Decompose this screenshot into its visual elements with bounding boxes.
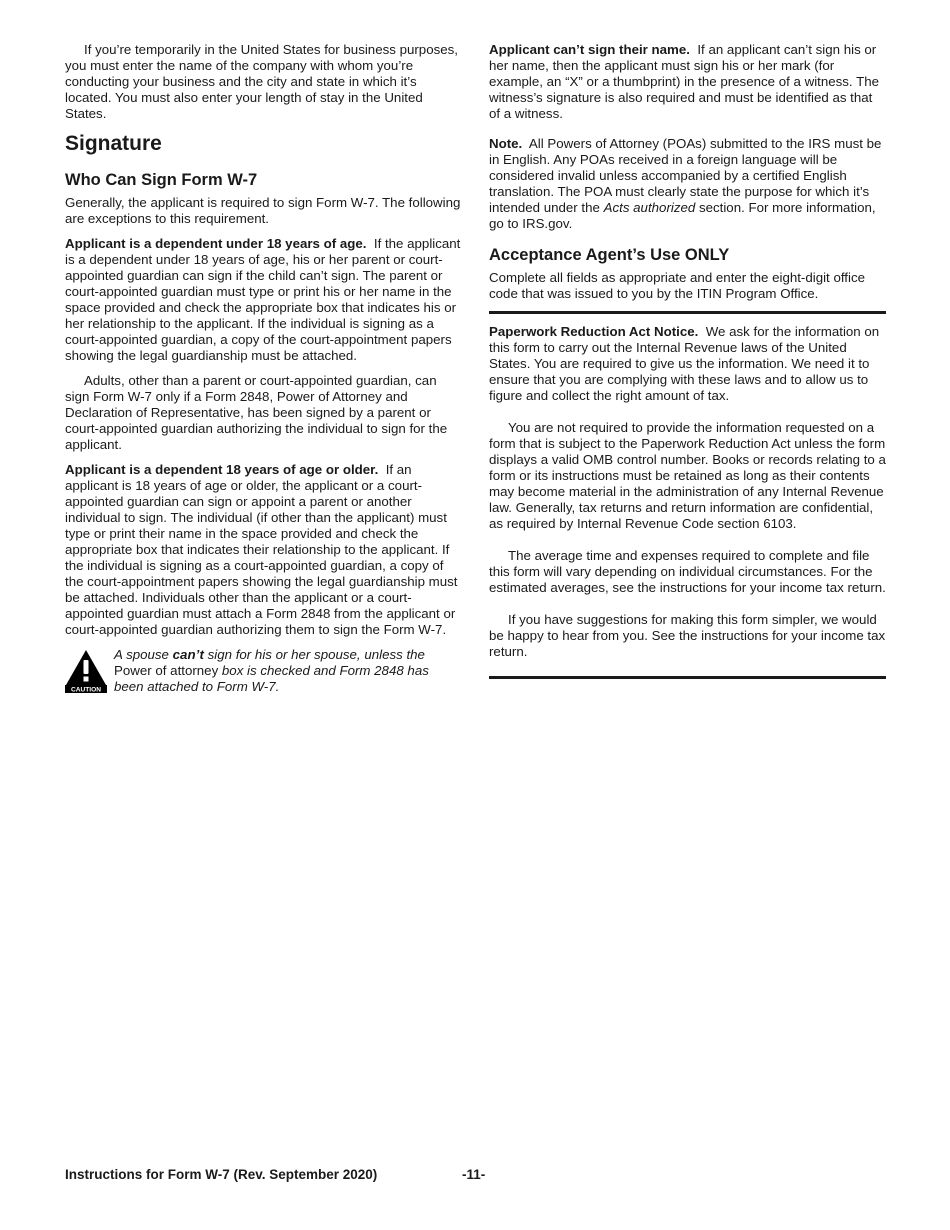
note-body-a: All Powers of Attorney (POAs) submitted to the IRS must be in English. Any POAs received in a foreign language will be considered invalid unless accompanied by a certified English translation. The POA must clearly state the purpose for which it’s intended under the (489, 136, 882, 215)
acceptance-agent-heading: Acceptance Agent’s Use ONLY (489, 246, 730, 264)
dependent-under-18-heading: Applicant is a dependent under 18 years of age. (65, 236, 367, 251)
caution-text (114, 647, 462, 695)
caution-text-c: box is checked and Form 2848 has been attached to Form W-7. (114, 663, 429, 694)
cant-sign-body: If an applicant can’t sign his or her name, then the applicant must sign his or her mark (for example, an “X” or a thumbprint) in the presence of a witness. The witness’s signature is also required and must be identified as that of a witness. (489, 42, 879, 121)
acceptance-paragraph: Complete all fields as appropriate and enter the eight-digit office code that was issued to you by the ITIN Program Office. (489, 270, 865, 301)
caution-text-bold: can’t (172, 647, 204, 662)
caution-icon (65, 649, 107, 693)
footer-title: Instructions for Form W-7 (Rev. September 2020) (65, 1167, 378, 1182)
cant-sign-paragraph (489, 42, 886, 122)
paperwork-heading: Paperwork Reduction Act Notice. (489, 324, 699, 339)
general-paragraph: Generally, the applicant is required to sign Form W-7. The following are exceptions to this requirement. (65, 195, 461, 226)
end-divider (489, 676, 886, 679)
page-number: -11- (462, 1167, 486, 1182)
not-required-paragraph: You are not required to provide the information requested on a form that is subject to the Paperwork Reduction Act unless the form displays a valid OMB control number. Books or records relating to a form or its instructions must be retained as long as their contents may become material in the administration of any Internal Revenue law. Generally, tax returns and return information are confidential, as required by Internal Revenue Code section 6103. (489, 420, 886, 531)
note-body-b: section. For more information, go to IRS.gov. (489, 200, 876, 231)
paperwork-body: We ask for the information on this form to carry out the Internal Revenue laws of the United States. You are required to give us the information. We need it to ensure that you are complying with these laws and to allow us to figure and collect the right amount of tax. (489, 324, 880, 403)
intro-paragraph: If you’re temporarily in the United States for business purposes, you must enter the name of the company with whom you’re conducting your business and the city and state in which it’s located. You must also enter your length of stay in the United States. (65, 42, 458, 121)
left-column (65, 42, 462, 695)
suggestions-paragraph: If you have suggestions for making this form simpler, we would be happy to hear from you. See the instructions for your income tax return. (489, 612, 886, 659)
dependent-under-18-paragraph (65, 236, 462, 364)
note-paragraph (489, 136, 886, 232)
caution-note (65, 647, 462, 695)
cant-sign-heading: Applicant can’t sign their name. (489, 42, 690, 57)
caution-icon-label: CAUTION (70, 686, 102, 693)
who-can-sign-heading: Who Can Sign Form W-7 (65, 171, 258, 189)
dependent-18-older-body: If an applicant is 18 years of age or older, the applicant or a court-appointed guardian can sign or appoint a parent or another individual to sign. The individual (if other than the applicant) must type or print their name in the space provided and check the appropriate box that indicates their relationship to the applicant. If the individual is signing as a court-appointed guardian, a copy of the court-appointment papers showing the legal guardianship must be attached. Individuals other than the applicant or a court-appointed guardian must attach a Form 2848 from the applicant or court-appointed guardian authorizing them to sign the Form W-7. (65, 462, 458, 637)
dependent-18-older-paragraph (65, 462, 462, 638)
section-divider (489, 311, 886, 314)
note-heading: Note. (489, 136, 523, 151)
adults-paragraph: Adults, other than a parent or court-appointed guardian, can sign Form W-7 only if a Form 2848, Power of Attorney and Declaration of Representative, has been signed by a parent or court-appointed guardian authorizing the individual to sign for the applicant. (65, 373, 448, 452)
right-column (489, 42, 886, 689)
dependent-under-18-body: If the applicant is a dependent under 18 years of age, his or her parent or court-appointed guardian can sign if the child can’t sign. The parent or court-appointed guardian must type or print his or her name in the space provided and check the appropriate box that indicates his or her relationship to the applicant. If the individual is signing as a court-appointed guardian, a copy of the court-appointment papers showing the legal guardianship must be attached. (65, 236, 461, 363)
average-time-paragraph: The average time and expenses required to complete and file this form will vary depending on individual circumstances. For the estimated averages, see the instructions for your income tax return. (489, 548, 886, 595)
signature-heading: Signature (65, 132, 162, 155)
dependent-18-older-heading: Applicant is a dependent 18 years of age or older. (65, 462, 379, 477)
paperwork-paragraph (489, 324, 886, 404)
caution-text-b: sign for his or her spouse, unless the (203, 647, 425, 662)
caution-text-plain: Power of attorney (114, 663, 219, 678)
note-body-italic: Acts authorized (603, 200, 696, 215)
caution-text-a: A spouse (114, 647, 173, 662)
